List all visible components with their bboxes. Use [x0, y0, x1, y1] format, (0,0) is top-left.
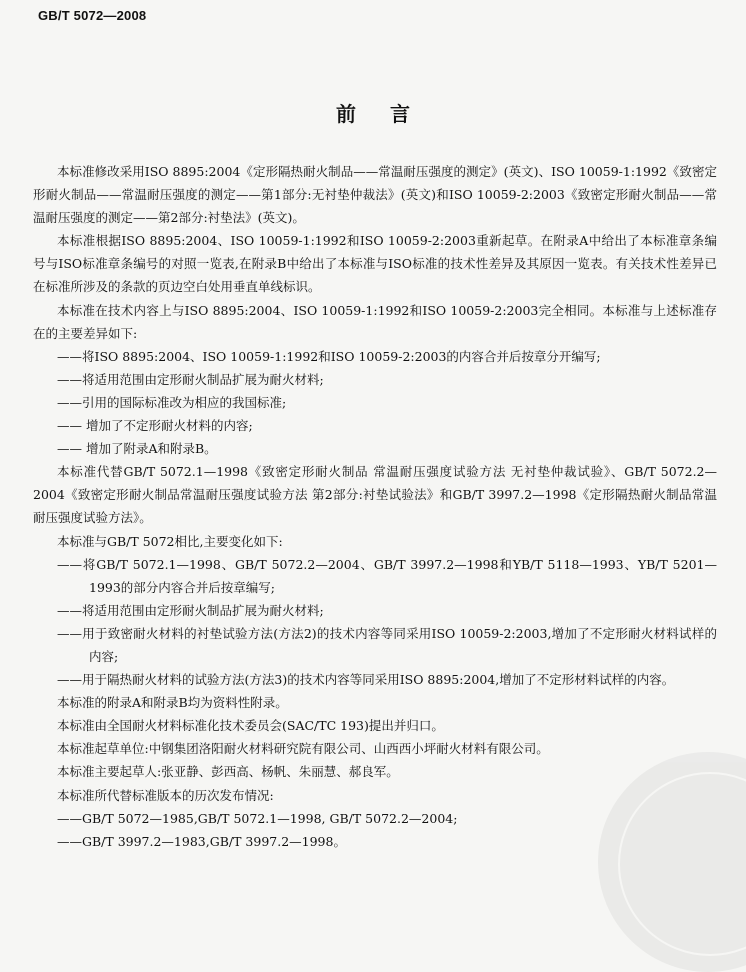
list-item: ——GB/T 5072—1985,GB/T 5072.1—1998, GB/T 5072.2—2004; — [57, 810, 458, 826]
paragraph: 本标准根据ISO 8895:2004、ISO 10059-1:1992和ISO 10059-2:2003重新起草。在附录A中给出了本标准章条编号与ISO标准章条编号的对照一览表,在附录B中给出了本标准与ISO标准的技术性差异及其原因一览表。有关技术性差异已在标准所涉及的条款的页边空白处用垂直单线标识。 — [33, 233, 717, 295]
list-item: —— 增加了不定形耐火材料的内容; — [57, 418, 253, 434]
list-item: ——引用的国际标准改为相应的我国标准; — [57, 394, 287, 410]
paragraph: 本标准由全国耐火材料标准化技术委员会(SAC/TC 193)提出并归口。 — [57, 718, 444, 734]
list-item: —— 增加了附录A和附录B。 — [57, 441, 217, 457]
list-item: ——GB/T 3997.2—1983,GB/T 3997.2—1998。 — [57, 833, 346, 849]
paragraph: 本标准起草单位:中钢集团洛阳耐火材料研究院有限公司、山西西小坪耐火材料有限公司。 — [57, 741, 549, 757]
page-title: 前言 — [336, 102, 444, 126]
list-item: ——用于致密耐火材料的衬垫试验方法(方法2)的技术内容等同采用ISO 10059-2:2003,增加了不定形耐火材料试样的内容; — [57, 625, 717, 664]
paragraph: 本标准所代替标准版本的历次发布情况: — [57, 787, 274, 803]
list-item: ——用于隔热耐火材料的试验方法(方法3)的技术内容等同采用ISO 8895:2004,增加了不定形材料试样的内容。 — [57, 672, 675, 688]
standard-number-header: GB/T 5072—2008 — [38, 8, 147, 23]
paragraph: 本标准主要起草人:张亚静、彭西高、杨帆、朱丽慧、郝良军。 — [57, 764, 399, 780]
list-item: ——将GB/T 5072.1—1998、GB/T 5072.2—2004、GB/T 3997.2—1998和YB/T 5118—1993、YB/T 5201—1993的部分内容合并后按章编写; — [57, 556, 717, 595]
watermark-stamp-ring — [618, 772, 746, 956]
document-body — [33, 160, 717, 853]
list-item: ——将适用范围由定形耐火制品扩展为耐火材料; — [57, 371, 324, 387]
paragraph: 本标准与GB/T 5072相比,主要变化如下: — [57, 533, 283, 549]
paragraph: 本标准代替GB/T 5072.1—1998《致密定形耐火制品 常温耐压强度试验方法 无衬垫仲裁试验》、GB/T 5072.2—2004《致密定形耐火制品常温耐压强度试验方法 第2部分:衬垫试验法》和GB/T 3997.2—1998《定形隔热耐火制品常温耐压强度试验方法》。 — [33, 464, 717, 526]
list-item: ——将ISO 8895:2004、ISO 10059-1:1992和ISO 10059-2:2003的内容合并后按章分开编写; — [57, 348, 601, 364]
list-item: ——将适用范围由定形耐火制品扩展为耐火材料; — [57, 602, 324, 618]
paragraph: 本标准修改采用ISO 8895:2004《定形隔热耐火制品——常温耐压强度的测定》(英文)、ISO 10059-1:1992《致密定形耐火制品——常温耐压强度的测定——第1部分:无衬垫仲裁法》(英文)和ISO 10059-2:2003《致密定形耐火制品——常温耐压强度的测定——第2部分:衬垫法》(英文)。 — [33, 164, 717, 226]
paragraph: 本标准在技术内容上与ISO 8895:2004、ISO 10059-1:1992和ISO 10059-2:2003完全相同。本标准与上述标准存在的主要差异如下: — [33, 302, 717, 341]
paragraph: 本标准的附录A和附录B均为资料性附录。 — [57, 695, 288, 711]
